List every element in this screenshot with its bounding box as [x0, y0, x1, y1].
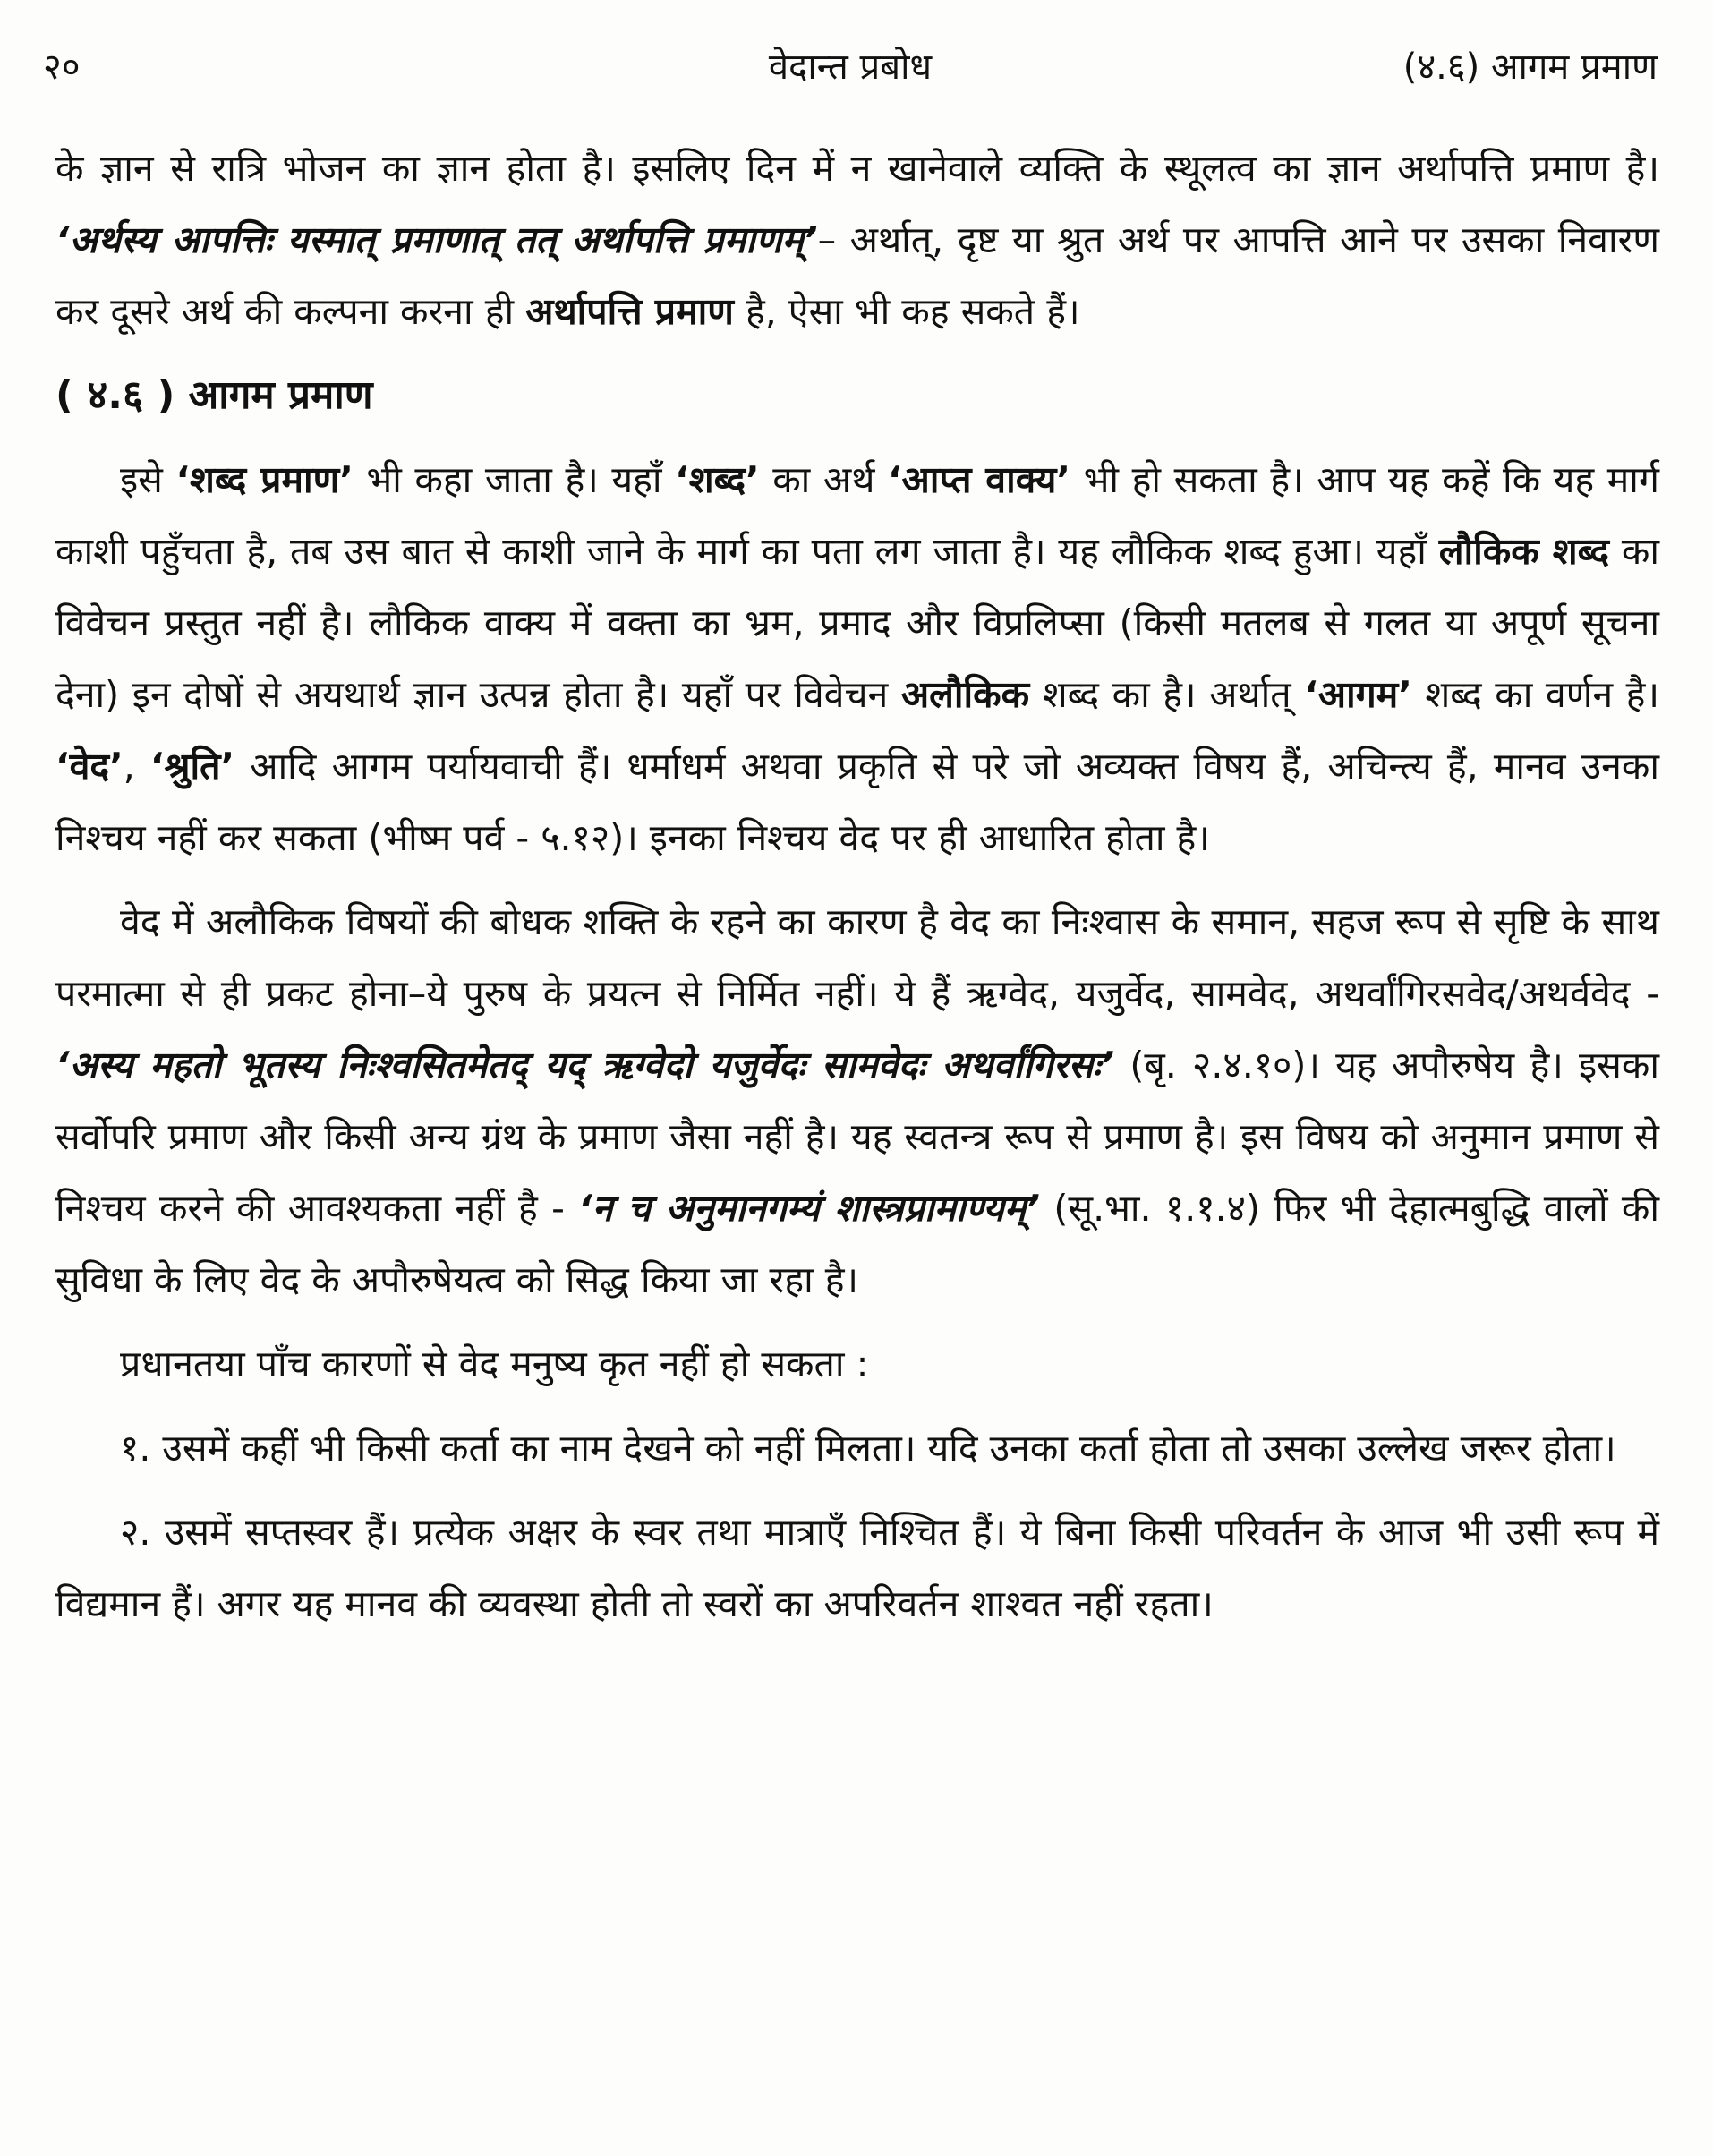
section-heading: ( ४.६ ) आगम प्रमाण — [55, 372, 373, 418]
text-run: का अर्थ — [759, 458, 888, 501]
text-run: शब्द का है। अर्थात् — [1029, 673, 1305, 716]
sanskrit-quote: ‘न च अनुमानगम्यं शास्त्रप्रामाण्यम्’ — [578, 1187, 1041, 1230]
bold-term: ‘शब्द’ — [675, 458, 760, 501]
text-run: (बृ. २.४.१०)। यह अपौरुषेय है। इसका सर्वोपरि प्रमाण और किसी अन्य ग्रंथ के प्रमाण जैसा नहीं है। यह स्वतन्त्र रूप से प्रमाण है। इस विषय को अनुमान प्रमाण से निश्चय करने की आवश्यकता नहीं है - — [55, 1044, 1659, 1230]
paragraph-veda-apaurusheya — [55, 886, 1659, 1316]
text-run: , — [123, 745, 150, 788]
paragraph-shabda-pramana — [55, 444, 1659, 873]
text-run: भी कहा जाता है। यहाँ — [353, 458, 676, 501]
text-run: इसे — [120, 458, 176, 501]
text-run: वेद में अलौकिक विषयों की बोधक शक्ति के रहने का कारण है वेद का निःश्वास के समान, सहज रूप से सृष्टि के साथ परमात्मा से ही प्रकट होना–ये पुरुष के प्रयत्न से निर्मित नहीं। ये हैं ऋग्वेद, यजुर्वेद, सामवेद, अथर्वांगिरसवेद/अथर्ववेद - — [55, 900, 1659, 1015]
paragraph-arthapatti-continuation — [55, 132, 1659, 347]
bold-term: ‘वेद’ — [55, 745, 124, 788]
sanskrit-quote: ‘अर्थस्य आपत्तिः यस्मात् प्रमाणात् तत् अर्थापत्ति प्रमाणम्’ — [55, 218, 818, 261]
bold-term: ‘शब्द प्रमाण’ — [175, 458, 354, 501]
text-run: का विवेचन प्रस्तुत नहीं है। लौकिक वाक्य में वक्ता का भ्रम, प्रमाद और विप्रलिप्सा (किसी मतलब से गलत या अपूर्ण सूचना देना) इन दोषों से अयथार्थ ज्ञान उत्पन्न होता है। यहाँ पर विवेचन — [55, 530, 1659, 716]
text-run: – अर्थात्, दृष्ट या श्रुत अर्थ पर आपत्ति आने पर उसका निवारण कर दूसरे अर्थ की कल्पना करना ही — [55, 218, 1660, 333]
sanskrit-quote: ‘अस्य महतो भूतस्य निःश्वसितमेतद् यद् ऋग्वेदो यजुर्वेदः सामवेदः अथर्वांगिरसः’ — [55, 1044, 1115, 1087]
page-number: २० — [43, 47, 81, 88]
text-run: (सू.भा. १.१.४) फिर भी देहात्मबुद्धि वालों की सुविधा के लिए वेद के अपौरुषेयत्व को सिद्ध किया जा रहा है। — [55, 1187, 1660, 1301]
bold-term: ‘आप्त वाक्य’ — [887, 458, 1070, 501]
text-run: भी हो सकता है। आप यह कहें कि यह मार्ग काशी पहुँचता है, तब उस बात से काशी जाने के मार्ग का पता लग जाता है। यह लौकिक शब्द हुआ। यहाँ — [55, 458, 1660, 573]
text-run: के ज्ञान से रात्रि भोजन का ज्ञान होता है। इसलिए दिन में न खानेवाले व्यक्ति के स्थूलत्व का ज्ञान अर्थापत्ति प्रमाण है। — [55, 147, 1659, 190]
text-run: शब्द का वर्णन है। — [1411, 673, 1659, 716]
bold-term: ‘आगम’ — [1304, 673, 1412, 716]
paragraph-five-reasons-intro: प्रधानतया पाँच कारणों से वेद मनुष्य कृत नहीं हो सकता : — [120, 1342, 869, 1385]
bold-term: अलौकिक — [900, 673, 1030, 716]
text-run: आदि आगम पर्यायवाची हैं। धर्माधर्म अथवा प्रकृति से परे जो अव्यक्त विषय हैं, अचिन्त्य हैं, मानव उनका निश्चय नहीं कर सकता (भीष्म पर्व - ५.१२)। इनका निश्चय वेद पर ही आधारित होता है। — [55, 745, 1659, 859]
book-title: वेदान्त प्रबोध — [768, 47, 933, 88]
page-body — [55, 132, 1659, 1652]
page-header — [43, 36, 1658, 98]
text-run: है, ऐसा भी कह सकते हैं। — [733, 290, 1080, 333]
list-item-reason-2: २. उसमें सप्तस्वर हैं। प्रत्येक अक्षर के स्वर तथा मात्राएँ निश्चित हैं। ये बिना किसी परिवर्तन के आज भी उसी रूप में विद्यमान हैं। अगर यह मानव की व्यवस्था होती तो स्वरों का अपरिवर्तन शाश्वत नहीं रहता। — [55, 1511, 1659, 1625]
bold-term: ‘श्रुति’ — [149, 745, 235, 788]
running-section-title: (४.६) आगम प्रमाण — [1402, 47, 1658, 88]
list-item-reason-1: १. उसमें कहीं भी किसी कर्ता का नाम देखने को नहीं मिलता। यदि उनका कर्ता होता तो उसका उल्लेख जरूर होता। — [120, 1427, 1616, 1470]
bold-term: लौकिक शब्द — [1438, 530, 1610, 573]
bold-term: अर्थापत्ति प्रमाण — [525, 290, 734, 333]
